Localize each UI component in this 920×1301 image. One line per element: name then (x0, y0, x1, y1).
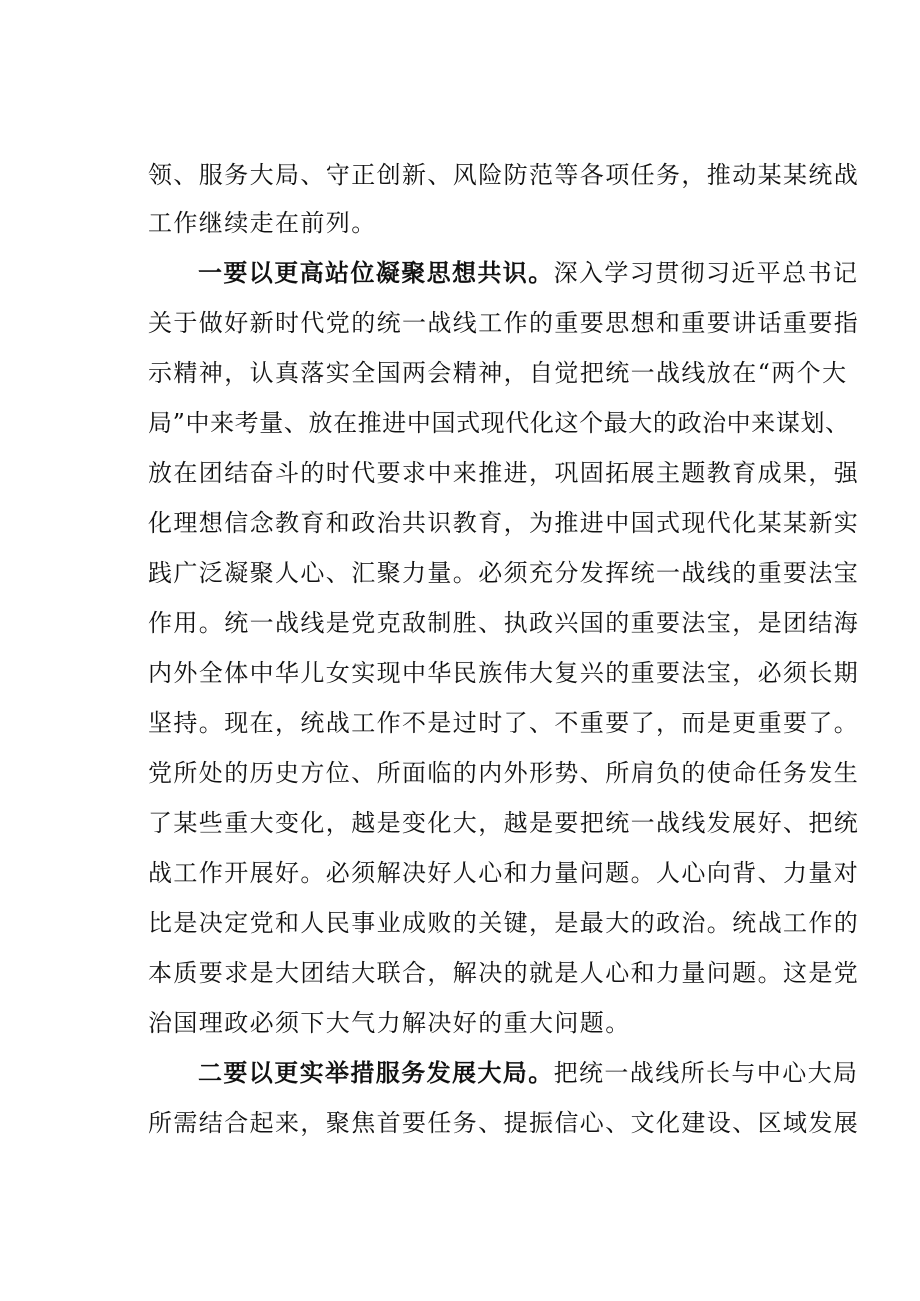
paragraph-2-line: 示精神，认真落实全国两会精神，自觉把统一战线放在“两个大 (148, 359, 848, 387)
paragraph-2-line: 内外全体中华儿女实现中华民族伟大复兴的重要法宝，必须长期 (148, 659, 860, 687)
paragraph-2-line: 党所处的历史方位、所面临的内外形势、所肩负的使命任务发生 (148, 759, 860, 787)
paragraph-3-first-line (198, 1056, 858, 1090)
paragraph-2-line: 作用。统一战线是党克敌制胜、执政兴国的重要法宝，是团结海 (148, 609, 860, 637)
paragraph-3-line: 所需结合起来，聚焦首要任务、提振信心、文化建设、区域发展 (148, 1109, 860, 1137)
paragraph-2-line: 坚持。现在，统战工作不是过时了、不重要了，而是更重要了。 (148, 709, 860, 737)
paragraph-2-line: 践广泛凝聚人心、汇聚力量。必须充分发挥统一战线的重要法宝 (148, 559, 860, 587)
paragraph-2-heading: 一要以更高站位凝聚思想共识。 (198, 258, 554, 287)
paragraph-2-line: 化理想信念教育和政治共识教育，为推进中国式现代化某某新实 (148, 509, 860, 537)
paragraph-3-heading: 二要以更实举措服务发展大局。 (198, 1058, 554, 1087)
paragraph-1-line-1: 领、服务大局、守正创新、风险防范等各项任务，推动某某统战 (148, 161, 860, 189)
paragraph-2-line: 本质要求是大团结大联合，解决的就是人心和力量问题。这是党 (148, 959, 860, 987)
paragraph-2-line: 放在团结奋斗的时代要求中来推进，巩固拓展主题教育成果，强 (148, 459, 860, 487)
paragraph-2-line: 了某些重大变化，越是变化大，越是要把统一战线发展好、把统 (148, 809, 860, 837)
paragraph-2-line: 关于做好新时代党的统一战线工作的重要思想和重要讲话重要指 (148, 309, 860, 337)
paragraph-2-first-line-text: 深入学习贯彻习近平总书记 (553, 259, 859, 287)
paragraph-2-line: 比是决定党和人民事业成败的关键，是最大的政治。统战工作的 (148, 909, 860, 937)
paragraph-3-first-line-text: 把统一战线所长与中心大局 (553, 1059, 859, 1087)
paragraph-2-line: 局”中来考量、放在推进中国式现代化这个最大的政治中来谋划、 (148, 409, 850, 437)
paragraph-2-first-line (198, 256, 858, 290)
paragraph-2-line: 战工作开展好。必须解决好人心和力量问题。人心向背、力量对 (148, 859, 860, 887)
paragraph-1-line-2: 工作继续走在前列。 (148, 209, 377, 237)
paragraph-2-line: 治国理政必须下大气力解决好的重大问题。 (148, 1009, 631, 1037)
